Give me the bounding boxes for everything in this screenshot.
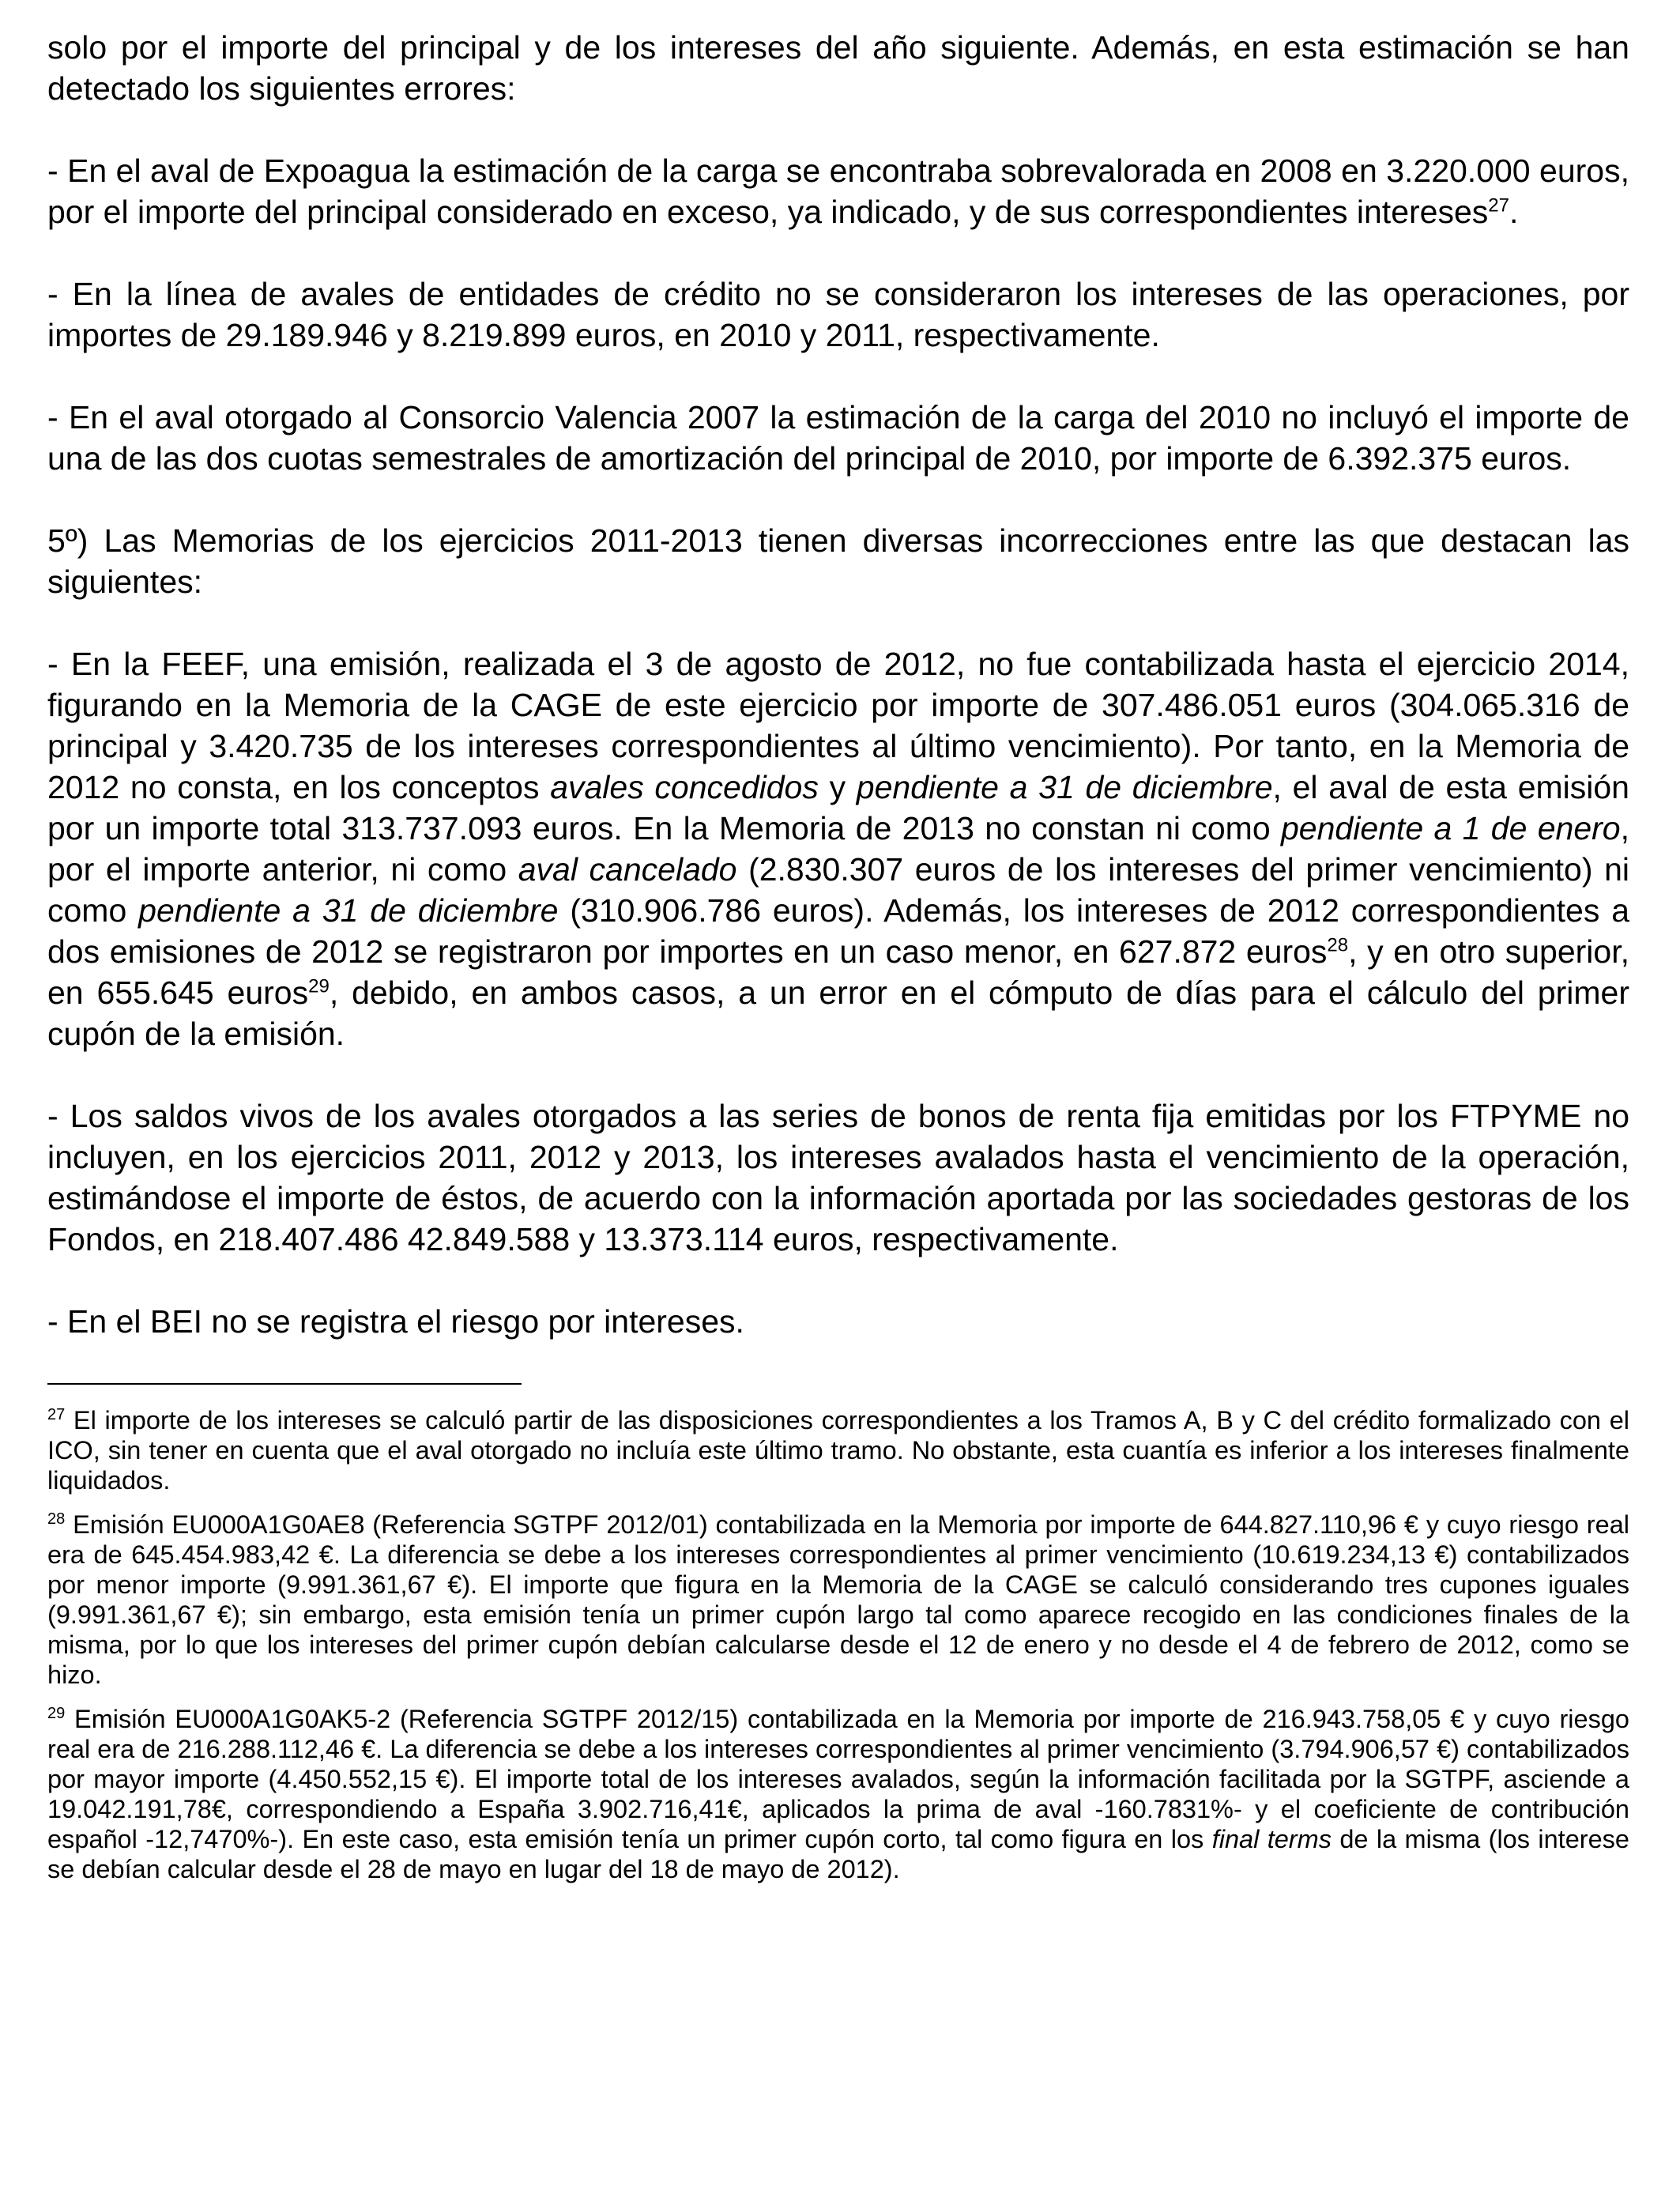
footnote-text: Emisión EU000A1G0AK5-2 (Referencia SGTPF 2012/15) contabilizada en la Memoria por importe de 216.943.758,05 € y cuyo riesgo real era de 216.288.112,46 €. La diferencia se debe a los intereses correspondientes al primer vencimiento (3.794.906,57 €) contabilizados por mayor importe (4.450.552,15 €). El importe total de los intereses avalados, según la información facilitada por la SGTPF, asciende a 19.042.191,78€, correspondiendo a España 3.902.716,41€, aplicados la prima de aval -160.7831%- y el coeficiente de contribución español -12,7470%-). En este caso, esta emisión tenía un primer cupón corto, tal como figura en los	[47, 1705, 1629, 1853]
footnote-number: 28	[47, 1510, 66, 1529]
footnote-ref-28[interactable]: 28	[1327, 934, 1349, 956]
paragraph-feef	[47, 643, 1629, 1054]
footnote-number: 29	[47, 1705, 66, 1723]
text-segment: (310.906.786 euros). Además, los intereses de 2012 correspondientes a dos emisiones de 2012 se registraron por importes en un caso menor, en 627.872 euros	[47, 892, 1630, 970]
text-segment: , y en otro superior, en 655.645 euros	[47, 933, 1629, 1011]
paragraph-avales-credito: - En la línea de avales de entidades de crédito no se consideraron los intereses de las operaciones, por importes de 29.189.946 y 8.219.899 euros, en 2010 y 2011, respectivamente.	[47, 276, 1629, 353]
footnote-27	[47, 1405, 1629, 1495]
footnote-text: de la misma (los interese se debían calcular desde el 28 de mayo en lugar del 18 de mayo de 2012).	[47, 1825, 1630, 1883]
paragraph-expoagua	[47, 150, 1629, 232]
text-segment: , el aval de esta emisión por un importe total 313.737.093 euros. En la Memoria de 2013 no constan ni como	[47, 769, 1629, 846]
italic-term: final terms	[1211, 1825, 1332, 1853]
text-segment: y	[818, 769, 857, 805]
footnote-text: El importe de los intereses se calculó partir de las disposiciones correspondientes a los Tramos A, B y C del crédito formalizado con el ICO, sin tener en cuenta que el aval otorgado no incluía este último tramo. No obstante, esta cuantía es inferior a los intereses finalmente liquidados.	[47, 1406, 1629, 1495]
text-segment: - En la FEEF, una emisión, realizada el 3 de agosto de 2012, no fue contabilizada hasta el ejercicio 2014, figurando en la Memoria de la CAGE de este ejercicio por importe de 307.486.051 euros (304.065.316 de principal y 3.420.735 de los intereses correspondientes al último vencimiento). Por tanto, en la Memoria de 2012 no consta, en los conceptos	[47, 646, 1629, 805]
text-segment: (2.830.307 euros de los intereses del primer vencimiento) ni como	[47, 851, 1630, 929]
italic-term: pendiente a 31 de diciembre	[856, 769, 1273, 805]
footnote-separator	[47, 1383, 522, 1385]
paragraph-end: .	[1509, 194, 1519, 230]
footnote-29	[47, 1704, 1629, 1884]
footnote-ref-27[interactable]: 27	[1488, 194, 1509, 217]
footnotes	[47, 1405, 1629, 1884]
text-segment: , por el importe anterior, ni como	[47, 810, 1629, 888]
paragraph-intro: solo por el importe del principal y de los intereses del año siguiente. Además, en esta estimación se han detectado los siguientes errores:	[47, 29, 1629, 107]
footnote-text: Emisión EU000A1G0AE8 (Referencia SGTPF 2012/01) contabilizada en la Memoria por importe de 644.827.110,96 € y cuyo riesgo real era de 645.454.983,42 €. La diferencia se debe a los intereses correspondientes al primer vencimiento (10.619.234,13 €) contabilizados por menor importe (9.991.361,67 €). El importe que figura en la Memoria de la CAGE se calculó considerando tres cupones iguales (9.991.361,67 €); sin embargo, esta emisión tenía un primer cupón largo tal como aparece recogido en las condiciones finales de la misma, por lo que los intereses del primer cupón debían calcularse desde el 12 de enero y no desde el 4 de febrero de 2012, como se hizo.	[47, 1510, 1629, 1689]
body-text	[47, 27, 1629, 1342]
footnote-28	[47, 1510, 1629, 1690]
paragraph-ftpyme: - Los saldos vivos de los avales otorgados a las series de bonos de renta fija emitidas por los FTPYME no incluyen, en los ejercicios 2011, 2012 y 2013, los intereses avalados hasta el vencimiento de la operación, estimándose el importe de éstos, de acuerdo con la información aportada por las sociedades gestoras de los Fondos, en 218.407.486 42.849.588 y 13.373.114 euros, respectivamente.	[47, 1098, 1629, 1257]
paragraph-memorias: 5º) Las Memorias de los ejercicios 2011-2013 tienen diversas incorrecciones entre las que destacan las siguientes:	[47, 522, 1629, 600]
italic-term: aval cancelado	[518, 851, 737, 888]
paragraph-consorcio-valencia: - En el aval otorgado al Consorcio Valencia 2007 la estimación de la carga del 2010 no incluyó el importe de una de las dos cuotas semestrales de amortización del principal de 2010, por importe de 6.392.375 euros.	[47, 399, 1629, 477]
italic-term: pendiente a 1 de enero	[1281, 810, 1621, 846]
italic-term: avales concedidos	[550, 769, 819, 805]
text-segment: , debido, en ambos casos, a un error en el cómputo de días para el cálculo del primer cupón de la emisión.	[47, 974, 1629, 1052]
italic-term: pendiente a 31 de diciembre	[138, 892, 559, 929]
paragraph-bei: - En el BEI no se registra el riesgo por intereses.	[47, 1303, 744, 1340]
footnote-ref-29[interactable]: 29	[308, 975, 330, 997]
footnote-number: 27	[47, 1406, 66, 1424]
paragraph-text: - En el aval de Expoagua la estimación de la carga se encontraba sobrevalorada en 2008 en 3.220.000 euros, por el importe del principal considerado en exceso, ya indicado, y de sus correspondientes intereses	[47, 153, 1629, 230]
